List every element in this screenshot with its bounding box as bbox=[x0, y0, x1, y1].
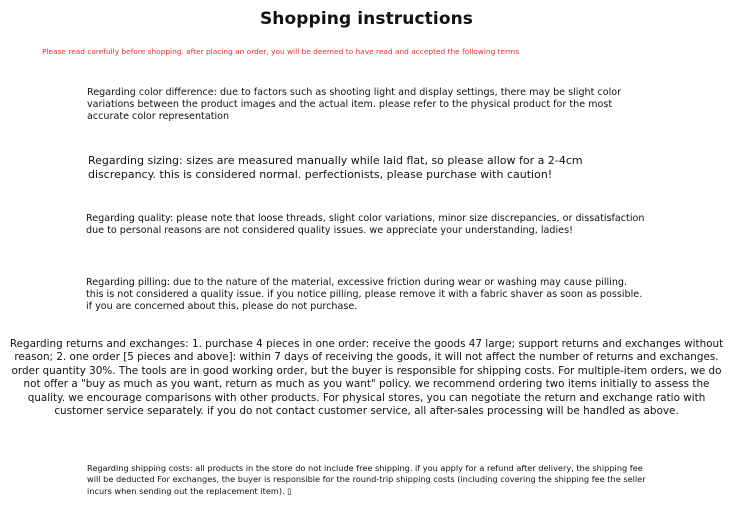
sizing-paragraph: Regarding sizing: sizes are measured manually while laid flat, so please allow for a 2-4cm discrepancy. this is considered normal. perfectionists, please purchase with caution! bbox=[88, 154, 583, 181]
color-difference-paragraph: Regarding color difference: due to factors such as shooting light and display settings, there may be slight color variations between the product images and the actual item. please refer to the physical product for the most accurate color representation bbox=[87, 87, 622, 122]
shipping-costs-paragraph: Regarding shipping costs: all products in the store do not include free shipping. if you apply for a refund after delivery, the shipping fee will be deducted For exchanges, the buyer is responsible for the round-trip shipping costs (including covering the shipping fee the seller incurs when sending out the replacement item). ▯ bbox=[87, 463, 646, 496]
returns-exchanges-paragraph: Regarding returns and exchanges: 1. purchase 4 pieces in one order: receive the goods 47 large; support returns and exchanges without reason; 2. one order [5 pieces and above]: within 7 days of receiving the goods, it will not affect the number of returns and exchanges. order quantity 30%. The tools are in good working order, but the buyer is responsible for shipping costs. For multiple-item orders, we do not offer a "buy as much as you want, return as much as you want" policy. we recommend ordering two items initially to assess the quality. we encourage comparisons with other products. For physical stores, you can negotiate the return and exchange ratio with customer service separately. if you do not contact customer service, all after-sales processing will be handled as above. bbox=[9, 338, 724, 418]
page-title: Shopping instructions bbox=[259, 9, 474, 29]
notice-subtitle: Please read carefully before shopping. after placing an order, you will be deemed to have read and accepted the following terms bbox=[42, 47, 520, 56]
pilling-paragraph: Regarding pilling: due to the nature of the material, excessive friction during wear or washing may cause pilling. this is not considered a quality issue. if you notice pilling, please remove it with a fabric shaver as soon as possible. if you are concerned about this, please do not purchase. bbox=[86, 277, 643, 312]
quality-paragraph: Regarding quality: please note that loose threads, slight color variations, minor size discrepancies, or dissatisfaction due to personal reasons are not considered quality issues. we appreciate your understanding, ladies! bbox=[86, 213, 645, 236]
